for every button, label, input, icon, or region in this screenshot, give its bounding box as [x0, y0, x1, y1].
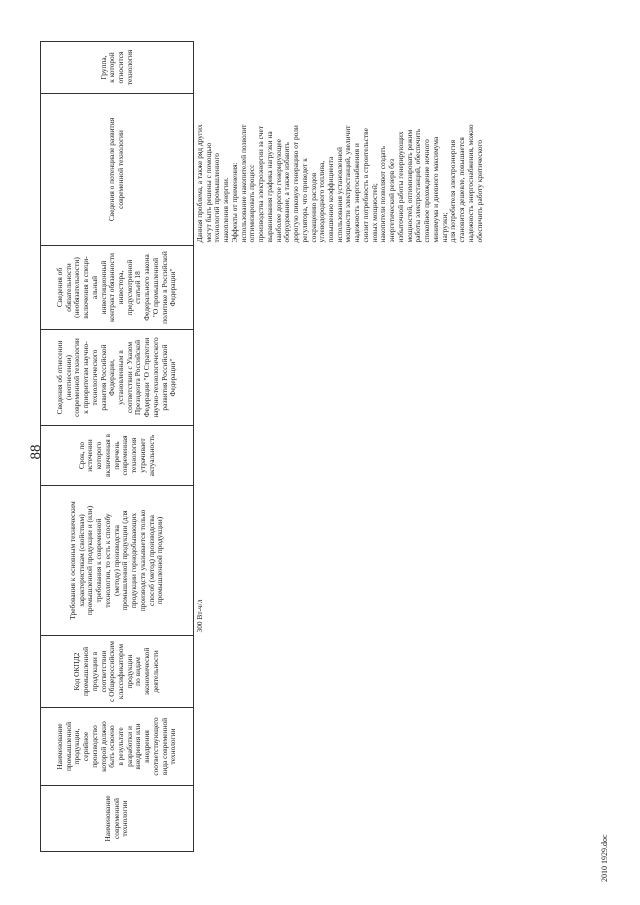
- header-product-name: Наименование промышленной продукции, серийное производство которой должно быть освоено в результате разработки и внедрения или внедрения соответствующего вида современной технологии: [41, 708, 194, 786]
- header-technology-name: Наименование современной технологии: [41, 786, 194, 852]
- header-okpd2-code: Код ОКПД2 промышленной продукции в соответствии с Общероссийским классификатором продукции по видам экономической деятельности: [41, 636, 194, 708]
- cell-relevance-term: [194, 426, 594, 486]
- table-header-row: [41, 42, 194, 852]
- cell-okpd2-code: [194, 636, 594, 708]
- cell-requirements: 300 Вт-ч/л: [195, 599, 204, 633]
- cell-technology-name: [194, 786, 594, 852]
- cell-priorities: [194, 330, 594, 426]
- cell-group: [194, 42, 594, 94]
- cell-obligation: [194, 246, 594, 330]
- header-group: Группа, к которой относится технология: [41, 42, 194, 94]
- header-priorities: Сведения об отнесении (неотнесении) современной технологии к приоритетам научно- технологического развития Российской Федерации, установленным в соответствии с Указом Президента Российской Федерации "О Стратегии научно-технологического развития Российской Федерации": [41, 330, 194, 426]
- file-name: 2010 1929.doc: [600, 834, 609, 882]
- rotated-sheet: [20, 22, 620, 882]
- header-obligation: Сведения об обязательности (необязательности) включения в специ- альный инвестиционный контракт обязанности инвестора, предусмотренной статьей 18 Федерального закона "О промышленной политике в Российской Федерации": [41, 246, 194, 330]
- cell-product-name: [194, 708, 594, 786]
- page-number: 88: [28, 444, 44, 460]
- header-relevance-term: Срок, по истечении которого включенная в перечень современная технология утрачивает актуальность: [41, 426, 194, 486]
- table-row: [194, 42, 594, 852]
- technology-table: [40, 41, 593, 852]
- cell-potential: Данная проблема, а также ряд других могут быть решены с помощью технологий промышленного накопления энергии. Эффекты от применения: использование накопителей позволит оптимизировать процесс производства электроэнергии за счет выравнивания графика нагрузки на наиболее дорогое генерирующее оборудование, а также избавить дорогую пиковую генерацию от роли регулятора, что приведет к сокращению расходов углеводородного топлива, повышению коэффициента использования установленной мощности электростанций, увеличит надежность энергоснабжения и снизит потребность в строительстве новых мощностей; накопители позволяют создать энергетический резерв без избыточной работы генерирующих мощностей, оптимизировать режим работы электростанций, обеспечить спокойное прохождение ночного минимума и дневного максимума нагрузки; для потребителя электроэнергия становится дешевле, повышается надежность энергоснабжения, можно обеспечить работу критического: [195, 124, 484, 243]
- header-potential: Сведения о потенциале развития современной технологии: [41, 94, 194, 246]
- header-requirements: Требования к основным техническим характеристикам (свойствам) промышленной продукции и (или) требования к современной технологии, то есть к способу (методу) производства промышленной продукции (для продукции горнодобывающих производств указывается только способ (метод) производства промышленной продукции): [41, 486, 194, 636]
